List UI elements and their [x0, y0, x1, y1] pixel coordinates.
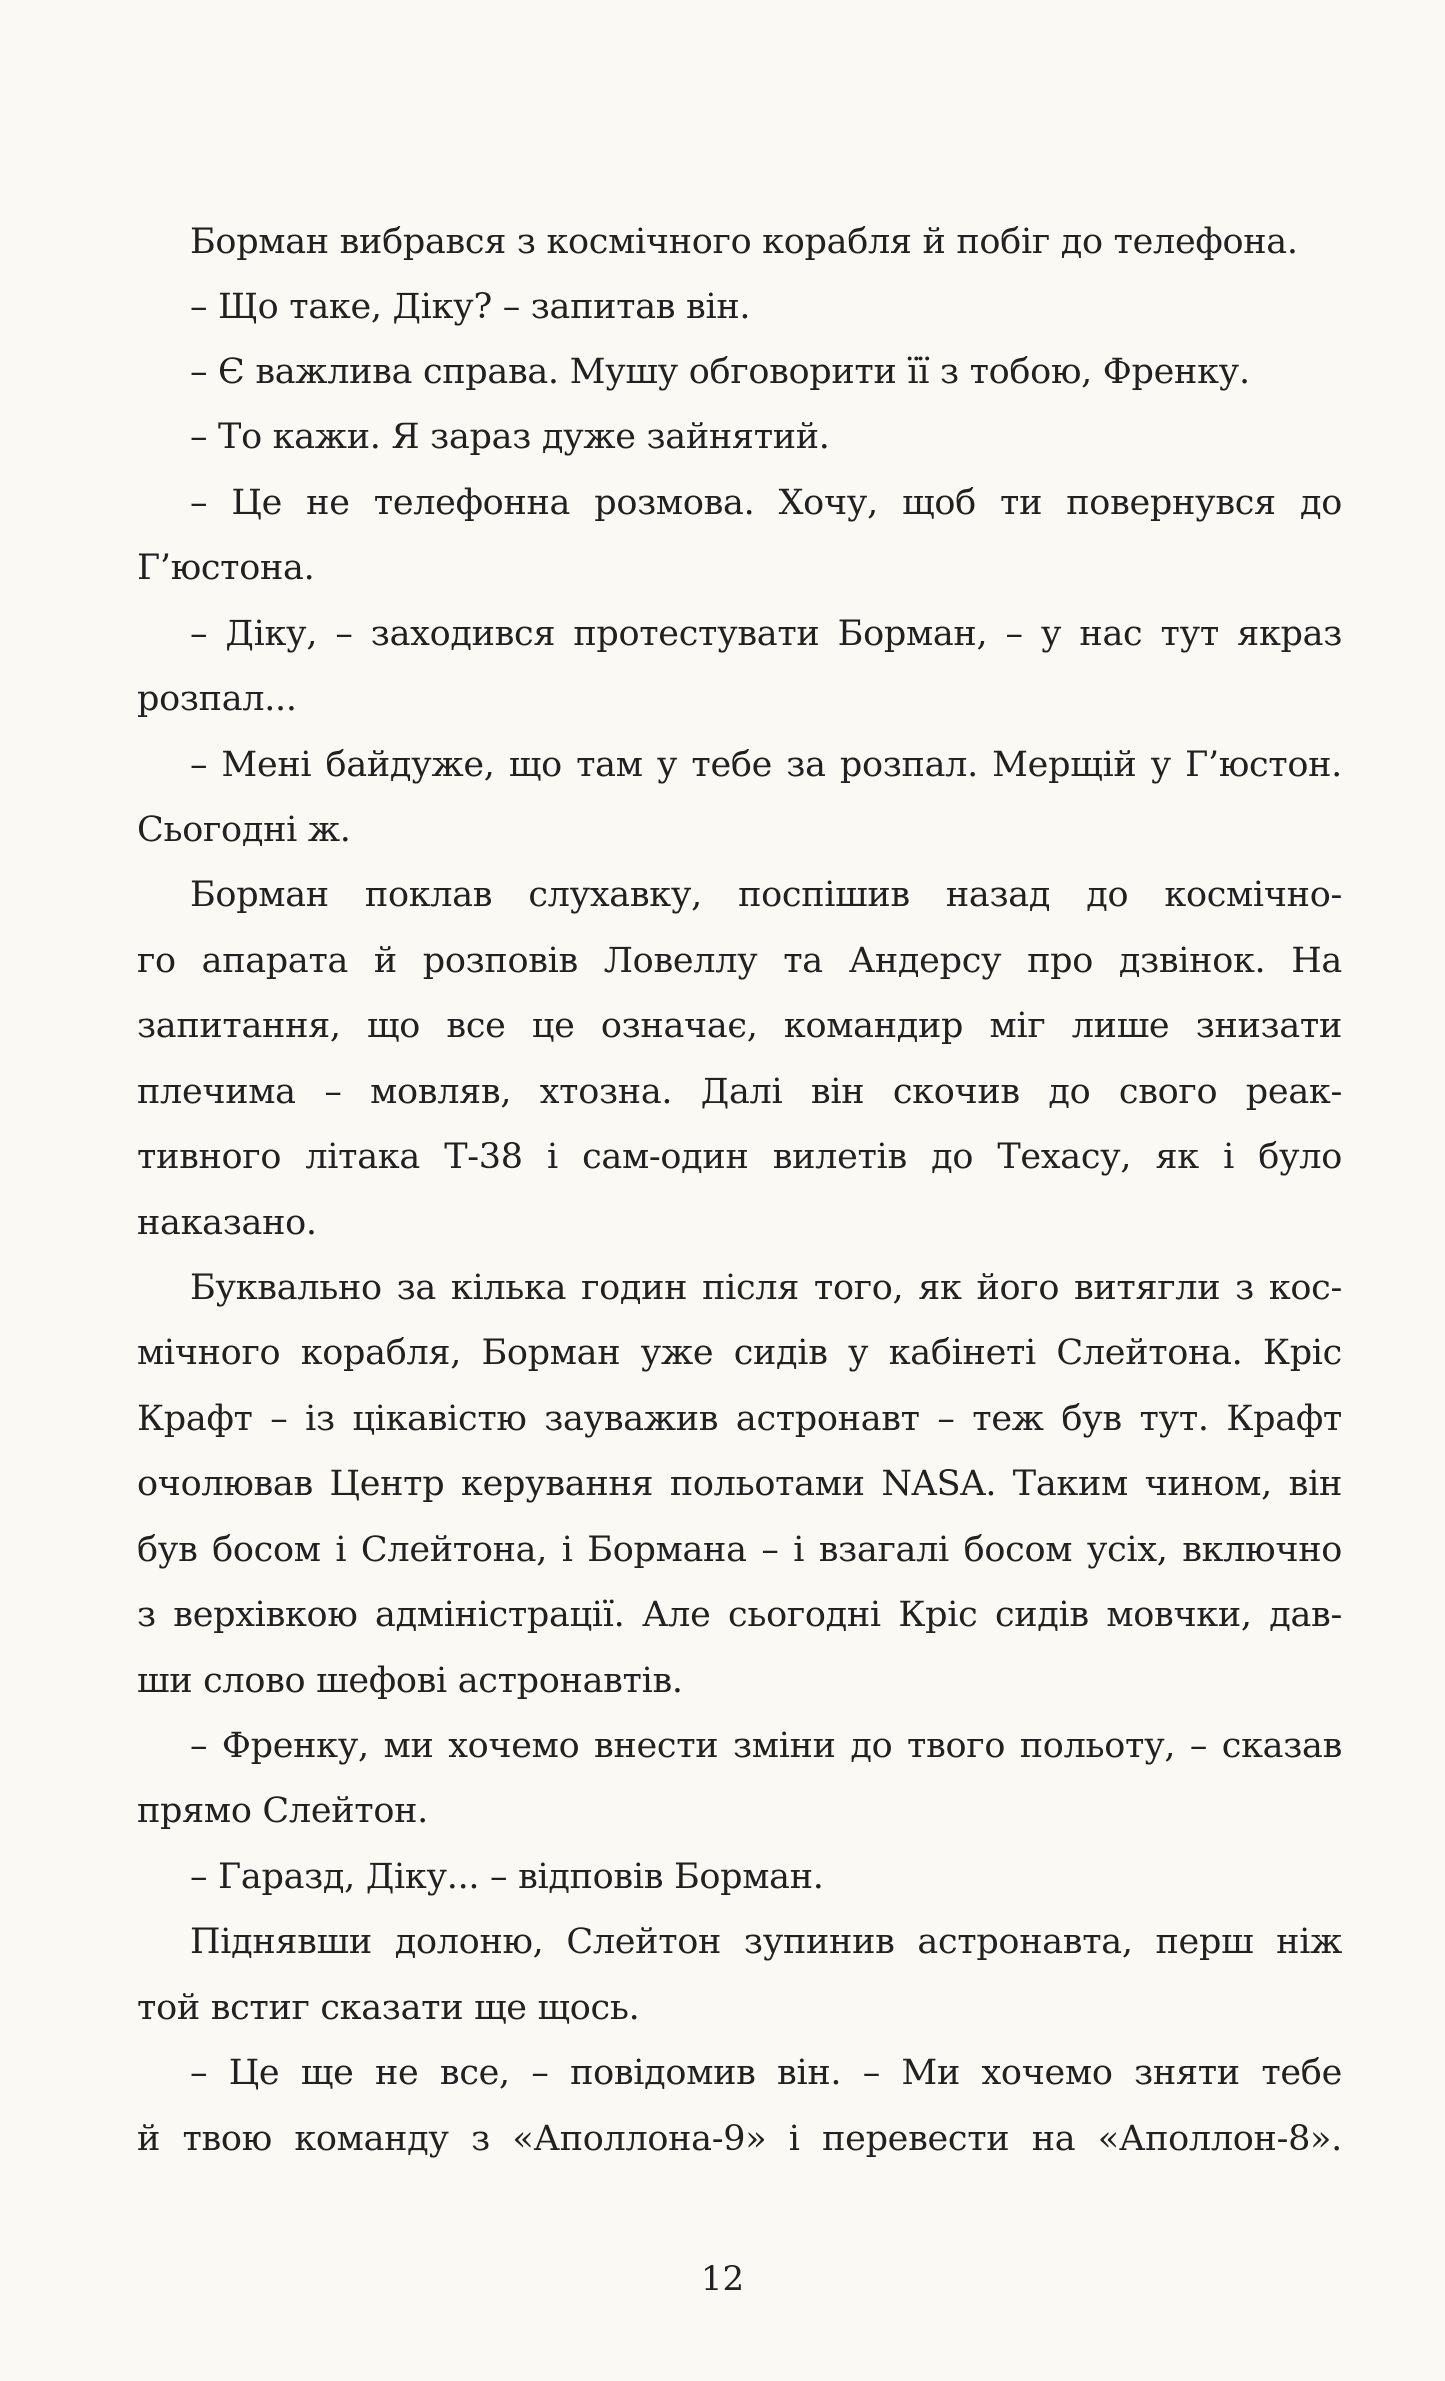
- text-line: Буквально за кілька годин після того, як його витягли з кос-: [190, 1268, 1342, 1308]
- text-line: Піднявши долоню, Слейтон зупинив астронавта, перш ніж: [190, 1922, 1342, 1962]
- text-line: – То кажи. Я зараз дуже зайнятий.: [190, 417, 830, 457]
- text-line: був босом і Слейтона, і Бормана – і взагалі босом усіх, включно: [137, 1530, 1342, 1570]
- text-line: – Діку, – заходився протестувати Борман, – у нас тут якраз: [190, 614, 1342, 654]
- text-line: го апарата й розповів Ловеллу та Андерсу про дзвінок. На: [137, 941, 1342, 981]
- text-line: Сьогодні ж.: [137, 810, 351, 850]
- text-line: плечима – мовляв, хтозна. Далі він скочив до свого реак-: [137, 1072, 1342, 1112]
- text-line: Г’юстона.: [137, 548, 315, 588]
- page-number: 12: [700, 2259, 745, 2299]
- text-line: той встиг сказати ще щось.: [137, 1988, 640, 2028]
- text-line: – Це не телефонна розмова. Хочу, щоб ти повернувся до: [190, 483, 1342, 523]
- text-line: запитання, що все це означає, командир міг лише знизати: [137, 1006, 1342, 1046]
- text-line: Борман поклав слухавку, поспішив назад до космічно-: [190, 875, 1342, 915]
- text-line: ши слово шефові астронавтів.: [137, 1661, 683, 1701]
- text-line: розпал...: [137, 679, 297, 719]
- text-line: очолював Центр керування польотами NASA. Таким чином, він: [137, 1464, 1342, 1504]
- text-line: з верхівкою адміністрації. Але сьогодні Кріс сидів мовчки, дав-: [137, 1595, 1342, 1635]
- text-line: Крафт – із цікавістю зауважив астронавт – теж був тут. Крафт: [137, 1399, 1342, 1439]
- text-line: – Є важлива справа. Мушу обговорити її з тобою, Френку.: [190, 352, 1250, 392]
- text-line: – Френку, ми хочемо внести зміни до твого польоту, – сказав: [190, 1726, 1342, 1766]
- text-line: – Гаразд, Діку... – відповів Борман.: [190, 1857, 824, 1897]
- text-line: мічного корабля, Борман уже сидів у кабінеті Слейтона. Кріс: [137, 1333, 1342, 1373]
- text-line: – Що таке, Діку? – запитав він.: [190, 287, 751, 327]
- text-line: – Це ще не все, – повідомив він. – Ми хочемо зняти тебе: [190, 2053, 1342, 2093]
- text-line: прямо Слейтон.: [137, 1791, 428, 1831]
- text-line: тивного літака Т-38 і сам-один вилетів до Техасу, як і було: [137, 1137, 1342, 1177]
- text-line: й твою команду з «Аполлона-9» і перевести на «Аполлон-8».: [137, 2119, 1342, 2159]
- text-line: Борман вибрався з космічного корабля й побіг до телефона.: [190, 222, 1298, 262]
- text-line: наказано.: [137, 1203, 317, 1243]
- text-line: – Мені байдуже, що там у тебе за розпал. Мерщій у Г’юстон.: [190, 745, 1342, 785]
